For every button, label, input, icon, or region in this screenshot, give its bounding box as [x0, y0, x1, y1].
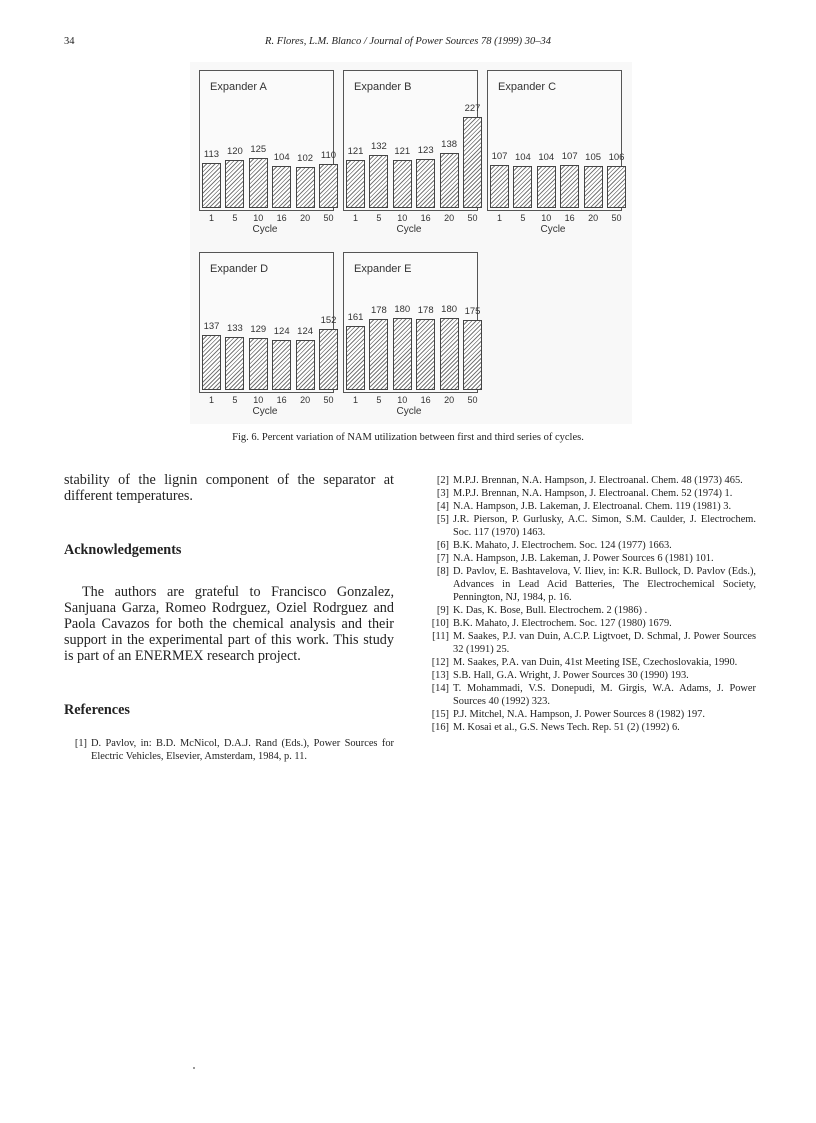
data-label: 227	[464, 103, 481, 115]
bar	[225, 337, 244, 390]
tick-label: 50	[611, 213, 622, 223]
bar	[249, 338, 268, 390]
reference-text: M.P.J. Brennan, N.A. Hampson, J. Electroanal. Chem. 52 (1974) 1.	[453, 488, 733, 499]
data-label: 178	[417, 304, 434, 316]
tick-label: 1	[208, 213, 214, 223]
stray-mark	[193, 1067, 195, 1069]
reference-number: [7]	[436, 553, 449, 564]
reference-number: [16]	[431, 722, 449, 733]
chart-title: Expander A	[210, 81, 267, 93]
tick-label: 16	[420, 213, 431, 223]
bar	[463, 117, 482, 208]
reference-list-left	[64, 737, 394, 763]
reference-text: B.K. Mahato, J. Electrochem. Soc. 124 (1977) 1663.	[453, 540, 672, 551]
reference-item	[426, 500, 756, 513]
bar	[463, 320, 482, 390]
data-label: 178	[370, 304, 387, 316]
chart-panel	[199, 70, 337, 211]
data-label: 152	[320, 315, 337, 327]
reference-item	[426, 552, 756, 565]
reference-number: [11]	[432, 631, 449, 642]
bar	[393, 318, 412, 390]
tick-label: 50	[323, 395, 334, 405]
reference-item	[426, 617, 756, 630]
x-axis-title: Cycle	[252, 224, 278, 235]
tick-label: 50	[467, 395, 478, 405]
bar	[393, 160, 412, 208]
data-label: 161	[347, 311, 364, 323]
tick-label: 1	[496, 213, 502, 223]
tick-label: 20	[300, 395, 311, 405]
tick-label: 10	[397, 395, 408, 405]
data-label: 105	[585, 152, 602, 163]
reference-item	[426, 721, 756, 734]
reference-number: [14]	[431, 683, 449, 694]
data-label: 121	[347, 145, 364, 157]
x-axis-title: Cycle	[252, 406, 278, 417]
data-label: 180	[394, 304, 411, 315]
reference-number: [3]	[436, 488, 449, 499]
bar	[202, 163, 221, 208]
x-axis-title: Cycle	[540, 224, 566, 235]
data-label: 120	[226, 146, 243, 157]
data-label: 104	[538, 152, 555, 164]
bar	[319, 164, 338, 208]
tick-label: 50	[323, 213, 334, 223]
figure-caption: Fig. 6. Percent variation of NAM utilization between first and third series of cycles.	[232, 432, 584, 443]
tick-label: 10	[253, 213, 264, 223]
reference-item	[426, 656, 756, 669]
chart-panel	[343, 70, 481, 211]
tick-label: 5	[376, 213, 382, 223]
reference-text: J.R. Pierson, P. Gurlusky, A.C. Simon, S.M. Caulder, J. Electrochem. Soc. 117 (1970) 1463.	[453, 514, 756, 538]
data-label: 121	[394, 145, 411, 157]
reference-item	[426, 604, 756, 617]
reference-text: M. Saakes, P.A. van Duin, 41st Meeting ISE, Czechoslovakia, 1990.	[453, 657, 738, 668]
tick-label: 5	[232, 395, 238, 405]
tick-label: 5	[232, 213, 238, 223]
bar	[560, 165, 579, 208]
bar	[296, 167, 315, 208]
bar	[369, 155, 388, 208]
bar	[225, 160, 244, 208]
bar	[249, 158, 268, 208]
data-label: 104	[514, 152, 531, 164]
tick-label: 16	[276, 213, 287, 223]
data-label: 175	[464, 306, 481, 317]
bar	[319, 329, 338, 390]
acknowledgements-heading: Acknowledgements	[64, 542, 182, 558]
page-number: 34	[64, 36, 75, 47]
reference-number: [2]	[436, 475, 449, 486]
data-label: 125	[250, 144, 267, 155]
reference-number: [10]	[431, 618, 449, 629]
reference-number: [15]	[431, 709, 449, 720]
reference-number: [1]	[74, 738, 87, 749]
reference-item	[426, 630, 756, 656]
bar	[416, 319, 435, 390]
reference-item	[426, 682, 756, 708]
reference-text: N.A. Hampson, J.B. Lakeman, J. Power Sources 6 (1981) 101.	[453, 553, 714, 564]
tick-label: 20	[300, 213, 311, 223]
reference-text: K. Das, K. Bose, Bull. Electrochem. 2 (1986) .	[453, 605, 648, 616]
reference-item	[426, 539, 756, 552]
data-label: 138	[441, 138, 458, 150]
tick-label: 10	[397, 213, 408, 223]
bar	[513, 166, 532, 208]
references-heading: References	[64, 702, 130, 718]
bar	[490, 165, 509, 208]
tick-label: 20	[444, 395, 455, 405]
data-label: 180	[441, 304, 458, 315]
tick-label: 1	[208, 395, 214, 405]
reference-number: [9]	[436, 605, 449, 616]
bar	[202, 335, 221, 390]
reference-text: D. Pavlov, in: B.D. McNicol, D.A.J. Rand (Eds.), Power Sources for Electric Vehicles, Elsevier, Amsterdam, 1984, p. 11.	[91, 738, 394, 762]
reference-text: M. Kosai et al., G.S. News Tech. Rep. 51 (2) (1992) 6.	[453, 722, 680, 733]
reference-item	[426, 565, 756, 604]
reference-text: S.B. Hall, G.A. Wright, J. Power Sources 30 (1990) 193.	[453, 670, 689, 681]
reference-item	[64, 737, 394, 763]
reference-text: T. Mohammadi, V.S. Donepudi, M. Girgis, W.A. Adams, J. Power Sources 40 (1992) 323.	[453, 683, 756, 707]
tick-label: 5	[520, 213, 526, 223]
reference-item	[426, 513, 756, 539]
chart-title: Expander C	[498, 81, 557, 93]
tick-label: 16	[420, 395, 431, 405]
bar	[272, 166, 291, 208]
reference-number: [12]	[431, 657, 449, 668]
intro-paragraph: stability of the lignin component of the separator at different temperatures.	[64, 472, 394, 504]
data-label: 107	[561, 151, 578, 163]
x-axis-title: Cycle	[396, 224, 422, 235]
tick-label: 16	[276, 395, 287, 405]
bar	[369, 319, 388, 390]
reference-number: [6]	[436, 540, 449, 551]
tick-label: 20	[588, 213, 599, 223]
left-column	[64, 472, 394, 763]
chart-title: Expander D	[210, 263, 269, 275]
bar	[607, 166, 626, 208]
tick-label: 10	[253, 395, 264, 405]
reference-text: M.P.J. Brennan, N.A. Hampson, J. Electroanal. Chem. 48 (1973) 465.	[453, 475, 743, 486]
x-axis-title: Cycle	[396, 406, 422, 417]
data-label: 123	[417, 144, 434, 156]
acknowledgements-text: The authors are grateful to Francisco Gonzalez, Sanjuana Garza, Romeo Rodrguez, Oziel Rodrguez and Paola Cavazos for both the chemical analysis and their support in the experimental part of this work. This study is part of an ENERMEX research project.	[64, 584, 394, 664]
data-label: 107	[491, 151, 508, 163]
data-label: 104	[273, 152, 290, 164]
reference-item	[426, 474, 756, 487]
reference-number: [5]	[436, 514, 449, 525]
reference-text: N.A. Hampson, J.B. Lakeman, J. Electroanal. Chem. 119 (1981) 3.	[453, 501, 732, 512]
bar	[296, 340, 315, 390]
reference-number: [4]	[436, 501, 449, 512]
tick-label: 16	[564, 213, 575, 223]
bar	[346, 326, 365, 390]
data-label: 110	[320, 150, 337, 161]
bar	[346, 160, 365, 208]
reference-number: [8]	[436, 566, 449, 577]
chart-panel	[487, 70, 625, 211]
data-label: 129	[250, 324, 267, 336]
tick-label: 50	[467, 213, 478, 223]
bar	[440, 153, 459, 208]
chart-panel	[199, 252, 337, 393]
data-label: 132	[370, 141, 387, 153]
data-label: 124	[297, 326, 314, 338]
tick-label: 5	[376, 395, 382, 405]
reference-item	[426, 708, 756, 721]
data-label: 113	[203, 148, 220, 160]
reference-item	[426, 487, 756, 500]
reference-item	[426, 669, 756, 682]
reference-text: B.K. Mahato, J. Electrochem. Soc. 127 (1980) 1679.	[453, 618, 672, 629]
bar	[272, 340, 291, 390]
bar	[584, 166, 603, 208]
data-label: 102	[297, 153, 314, 165]
data-label: 133	[226, 322, 243, 334]
running-title: R. Flores, L.M. Blanco / Journal of Power Sources 78 (1999) 30–34	[265, 36, 551, 47]
tick-label: 1	[352, 213, 358, 223]
chart-panel	[343, 252, 481, 393]
tick-label: 1	[352, 395, 358, 405]
bar	[440, 318, 459, 390]
data-label: 137	[203, 321, 220, 333]
tick-label: 10	[541, 213, 552, 223]
tick-label: 20	[444, 213, 455, 223]
reference-text: P.J. Mitchel, N.A. Hampson, J. Power Sources 8 (1982) 197.	[453, 709, 705, 720]
reference-text: M. Saakes, P.J. van Duin, A.C.P. Ligtvoet, D. Schmal, J. Power Sources 32 (1991) 25.	[453, 631, 756, 655]
data-label: 106	[608, 151, 625, 163]
data-label: 124	[273, 326, 290, 338]
bar	[537, 166, 556, 208]
bar	[416, 159, 435, 208]
reference-number: [13]	[431, 670, 449, 681]
chart-title: Expander E	[354, 263, 412, 275]
chart-title: Expander B	[354, 81, 412, 93]
reference-text: D. Pavlov, E. Bashtavelova, V. Iliev, in: K.R. Bullock, D. Pavlov (Eds.), Advances in Lead Acid Batteries, The Electrochemical Society, Pennington, NJ, 1984, p. 16.	[453, 566, 756, 603]
reference-list-right	[426, 474, 756, 734]
